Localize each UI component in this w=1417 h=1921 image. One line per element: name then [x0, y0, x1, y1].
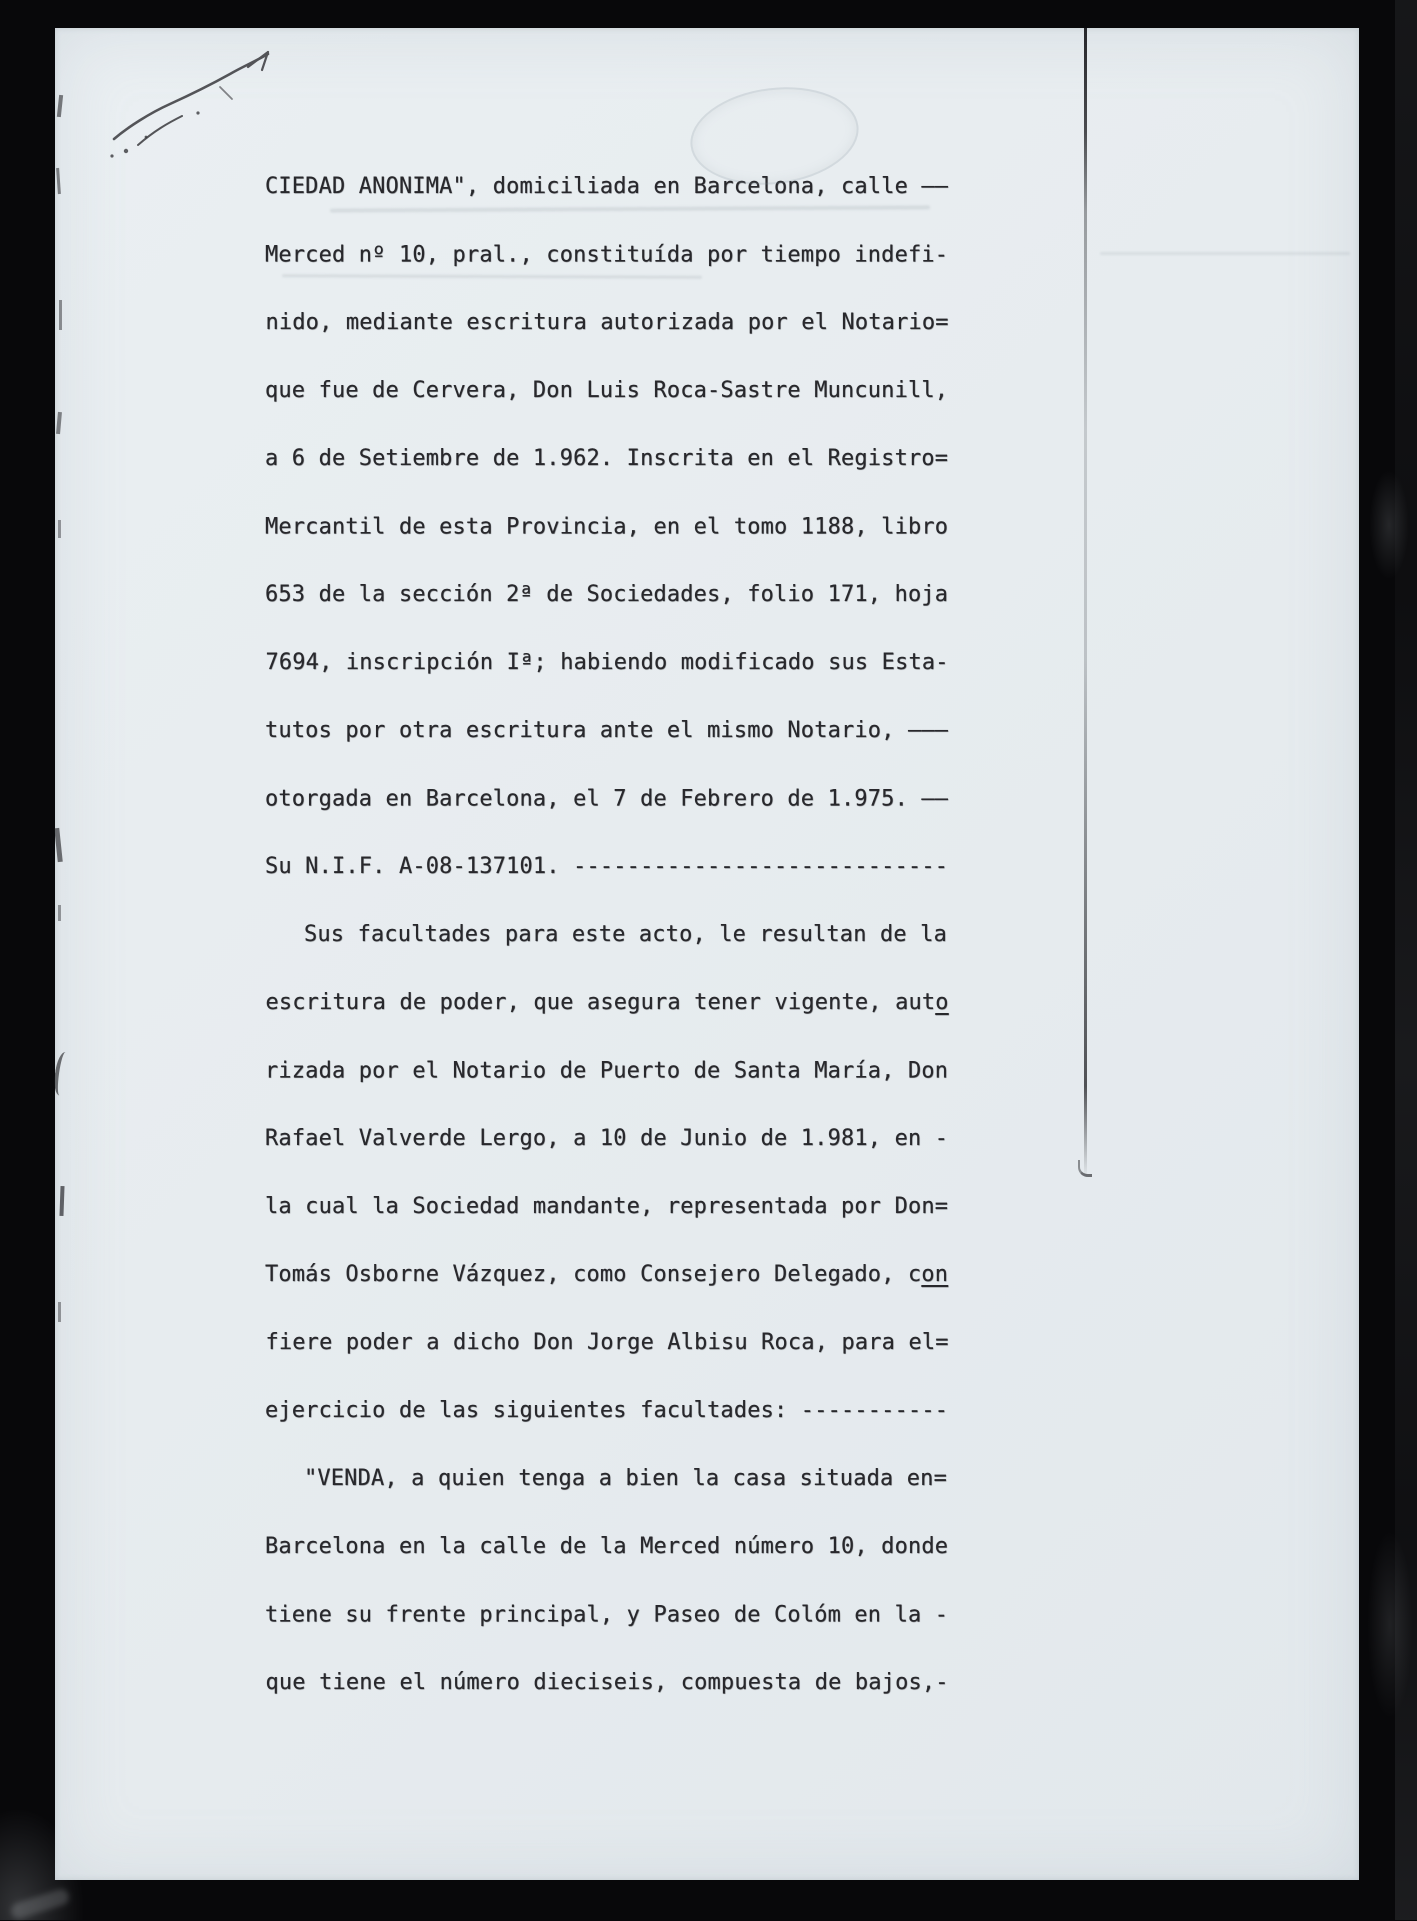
scan-border-noise	[1367, 1530, 1413, 1720]
document-lines	[265, 153, 975, 1717]
scan-border-noise	[1369, 470, 1409, 580]
text-line: CIEDAD ANONIMA", domiciliada en Barcelona, calle ——	[265, 174, 949, 199]
text-line: otorgada en Barcelona, el 7 de Febrero de 1.975. ——	[265, 786, 949, 812]
paper-edge-mark	[58, 1302, 61, 1322]
text-line: Tomás Osborne Vázquez, como Consejero Delegado, con	[265, 1262, 949, 1287]
text-line: la cual la Sociedad mandante, representada por Don=	[265, 1194, 949, 1219]
text-line: ejercicio de las siguientes facultades: -----------	[265, 1398, 949, 1423]
paper-edge-mark	[58, 905, 61, 921]
text-line: Rafael Valverde Lergo, a 10 de Junio de 1.981, en -	[265, 1126, 949, 1151]
text-line: Mercantil de esta Provincia, en el tomo 1188, libro	[265, 514, 949, 540]
text-line: que tiene el número dieciseis, compuesta de bajos,-	[265, 1670, 949, 1695]
scan-border-noise	[1395, 0, 1417, 1920]
text-line: Sus facultades para este acto, le resultan de la	[304, 922, 947, 947]
paper-crease-line	[1084, 28, 1087, 1178]
text-line: Merced nº 10, pral., constituída por tiempo indefi-	[265, 242, 949, 268]
scan-border-noise	[9, 1887, 71, 1921]
scan-smudge	[1100, 252, 1350, 255]
pen-scribble	[100, 25, 290, 160]
text-line: 7694, inscripción Iª; habiendo modificado sus Esta-	[265, 650, 949, 675]
text-line: 653 de la sección 2ª de Sociedades, folio 171, hoja	[265, 582, 949, 607]
paper-edge-mark	[59, 300, 62, 330]
text-line: rizada por el Notario de Puerto de Santa María, Don	[265, 1058, 949, 1084]
text-line: tiene su frente principal, y Paseo de Colóm en la -	[265, 1602, 949, 1628]
text-line: Barcelona en la calle de la Merced número 10, donde	[265, 1534, 949, 1559]
document-page	[55, 28, 1359, 1880]
text-line: Su N.I.F. A-08-137101. ----------------------------	[265, 854, 949, 879]
text-line: nido, mediante escritura autorizada por el Notario=	[265, 310, 949, 335]
text-line: a 6 de Setiembre de 1.962. Inscrita en el Registro=	[265, 446, 949, 471]
text-line: escritura de poder, que asegura tener vigente, auto	[265, 990, 949, 1015]
text-line: que fue de Cervera, Don Luis Roca-Sastre Muncunill,	[265, 378, 949, 403]
paper-edge-mark	[58, 520, 61, 538]
text-line: tutos por otra escritura ante el mismo Notario, ———	[265, 718, 949, 743]
text-line: "VENDA, a quien tenga a bien la casa situada en=	[304, 1466, 947, 1491]
text-line: fiere poder a dicho Don Jorge Albisu Roca, para el=	[265, 1330, 949, 1355]
